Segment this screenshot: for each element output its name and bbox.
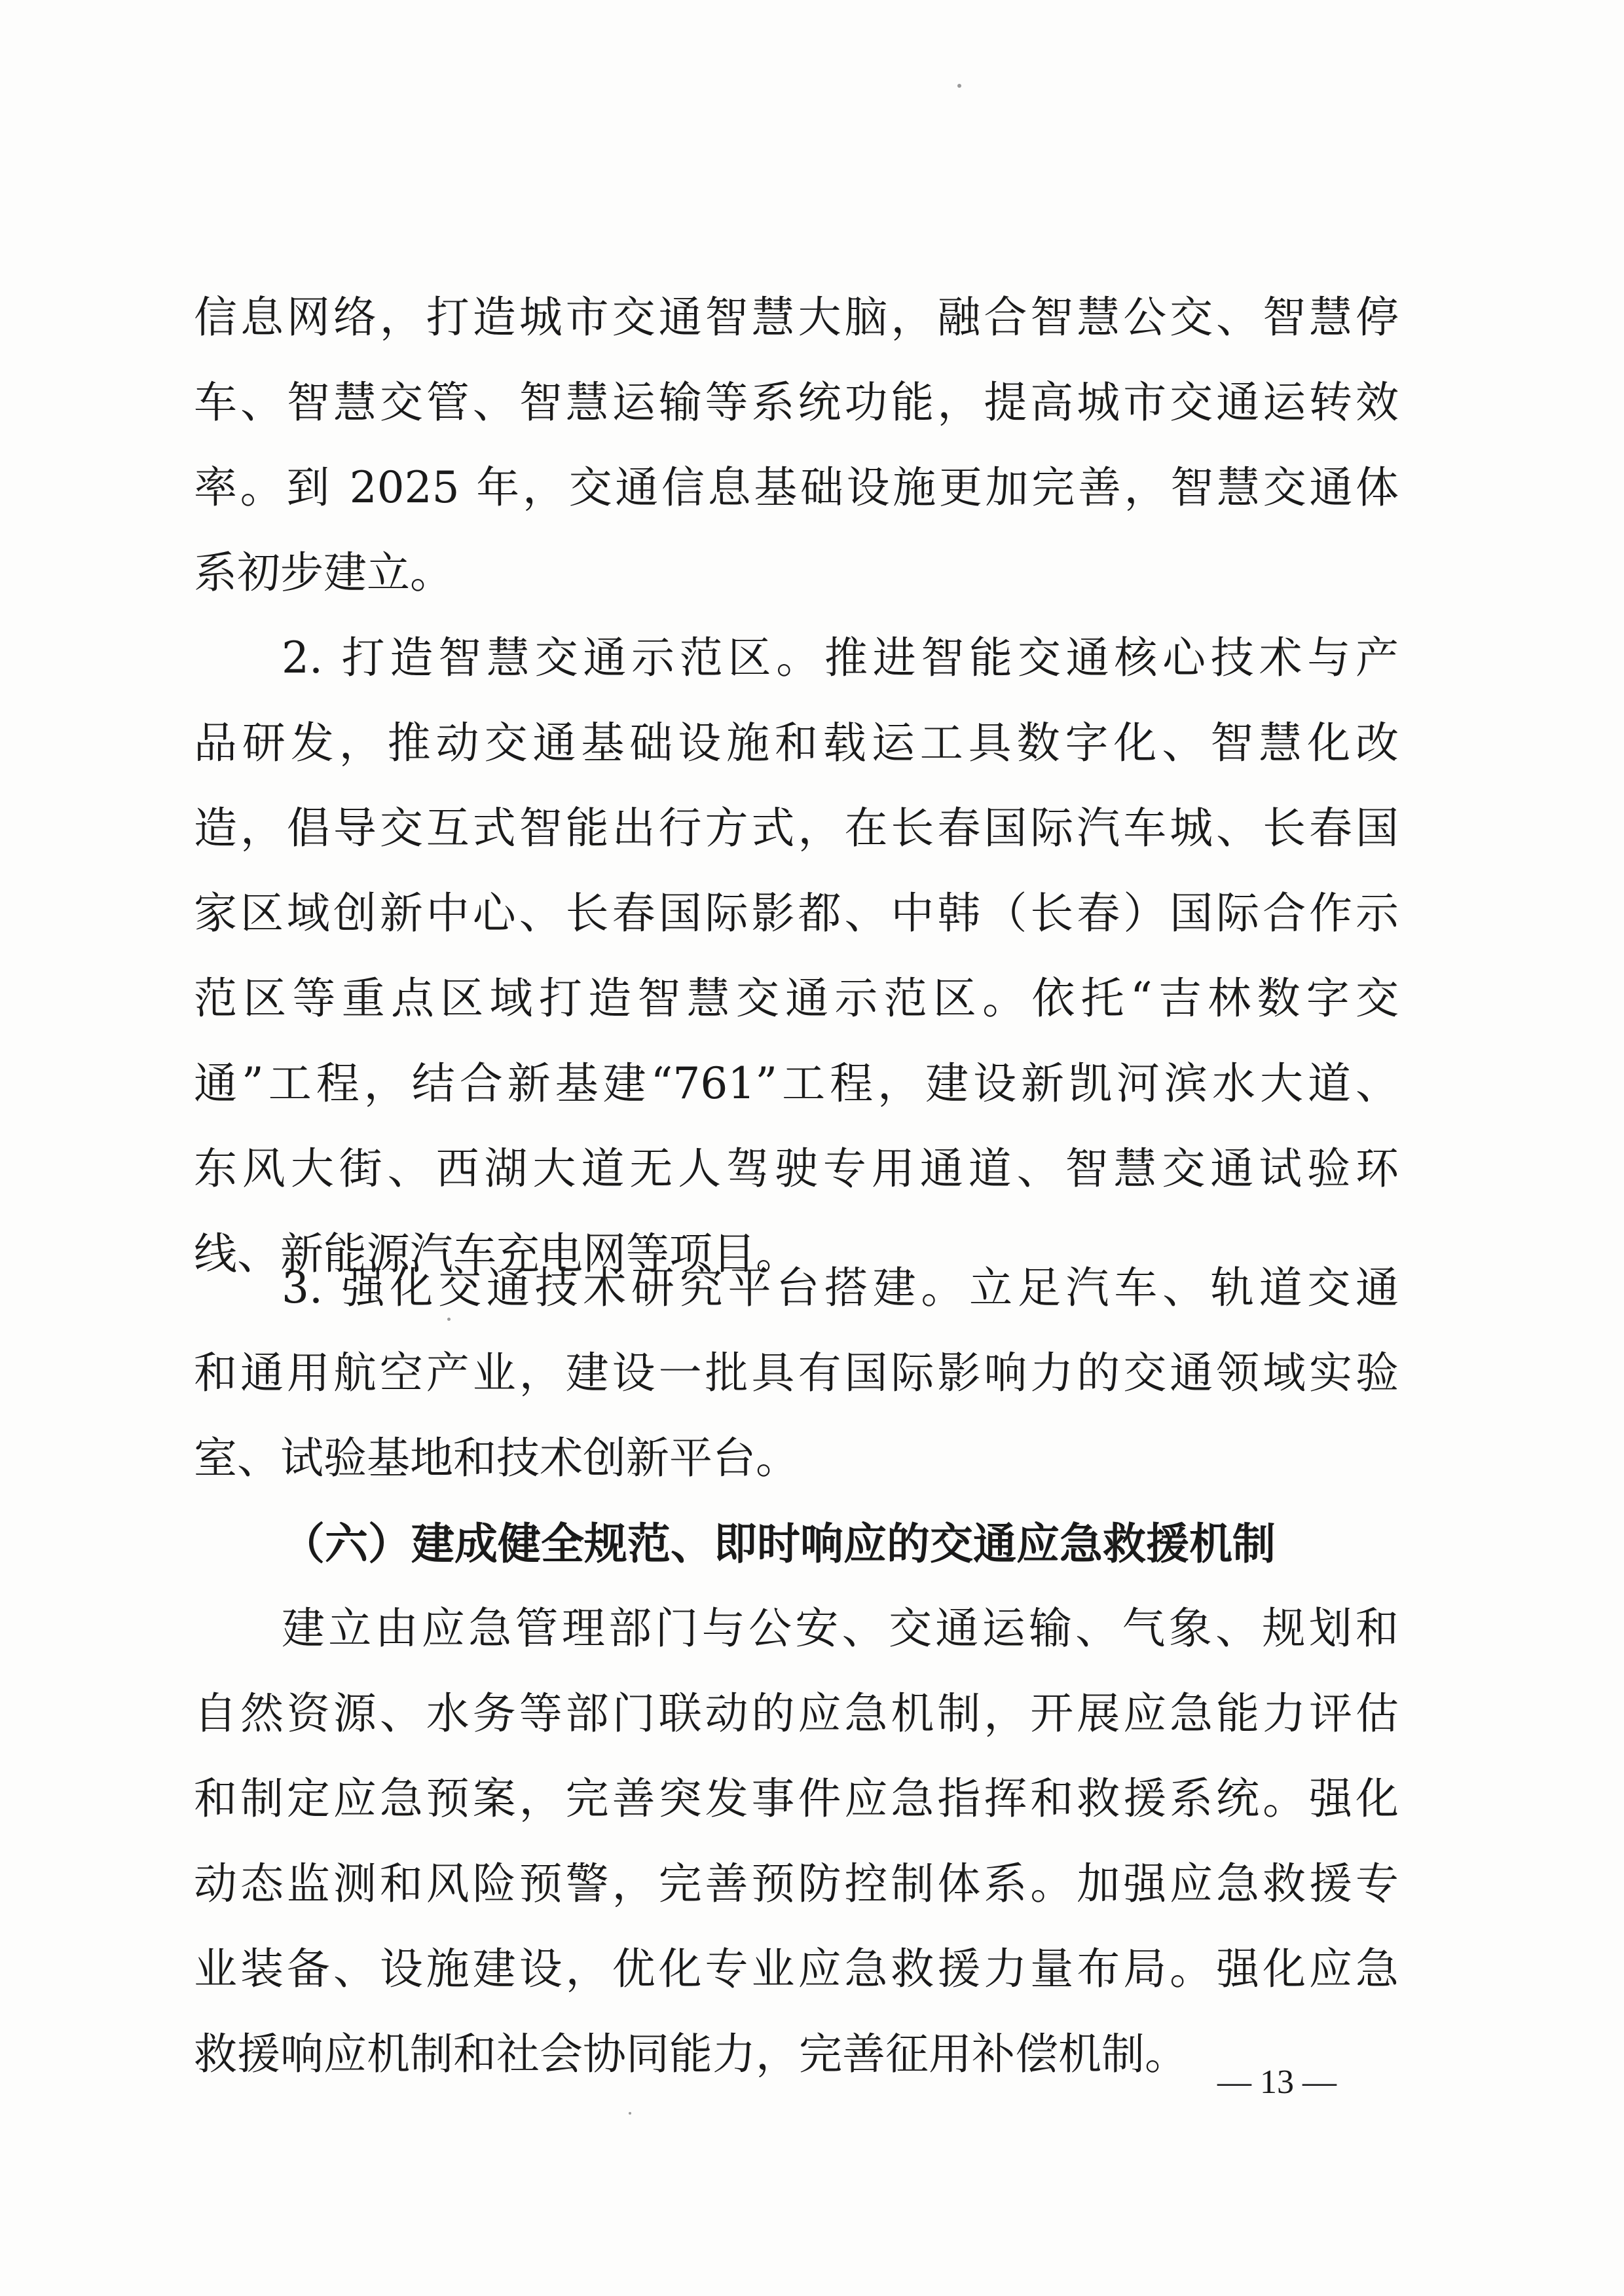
section-paragraph-line-2: 自然资源、水务等部门联动的应急机制，开展应急能力评估 [194, 1688, 1399, 1739]
paragraph-1-line-2: 车、智慧交管、智慧运输等系统功能，提高城市交通运转效 [194, 377, 1399, 428]
section-paragraph-line-5: 业装备、设施建设，优化专业应急救援力量布局。强化应急 [194, 1944, 1399, 1994]
section-paragraph-line-3: 和制定应急预案，完善突发事件应急指挥和救援系统。强化 [194, 1773, 1399, 1824]
paragraph-2-line-7: 东风大街、西湖大道无人驾驶专用通道、智慧交通试验环 [194, 1143, 1399, 1194]
paragraph-2-line-1: 2. 打造智慧交通示范区。推进智能交通核心技术与产 [282, 633, 1399, 683]
section-paragraph-line-4: 动态监测和风险预警，完善预防控制体系。加强应急救援专 [194, 1859, 1399, 1909]
scan-speck [629, 2112, 631, 2115]
section-paragraph-line-1: 建立由应急管理部门与公安、交通运输、气象、规划和 [282, 1603, 1399, 1654]
paragraph-2-line-5: 范区等重点区域打造智慧交通示范区。依托“吉林数字交 [194, 973, 1399, 1024]
paragraph-1-line-3: 率。到 2025 年，交通信息基础设施更加完善，智慧交通体 [194, 462, 1399, 513]
paragraph-1-line-4: 系初步建立。 [194, 547, 453, 598]
paragraph-3-line-1: 3. 强化交通技术研究平台搭建。立足汽车、轨道交通 [282, 1263, 1399, 1313]
paragraph-2-line-3: 造，倡导交互式智能出行方式，在长春国际汽车城、长春国 [194, 803, 1399, 853]
scan-speck [957, 84, 961, 88]
scan-speck [447, 1318, 451, 1321]
paragraph-1-line-1: 信息网络，打造城市交通智慧大脑，融合智慧公交、智慧停 [194, 292, 1399, 343]
paragraph-2-line-6: 通”工程，结合新基建“761”工程，建设新凯河滨水大道、 [194, 1058, 1399, 1109]
section-heading: （六）建成健全规范、即时响应的交通应急救援机制 [282, 1518, 1276, 1569]
paragraph-3-line-2: 和通用航空产业，建设一批具有国际影响力的交通领域实验 [194, 1348, 1399, 1398]
paragraph-2-line-4: 家区域创新中心、长春国际影都、中韩（长春）国际合作示 [194, 888, 1399, 938]
section-paragraph-line-6: 救援响应机制和社会协同能力，完善征用补偿机制。 [194, 2029, 1188, 2079]
page-number: — 13 — [1217, 2064, 1337, 2101]
paragraph-2-line-2: 品研发，推动交通基础设施和载运工具数字化、智慧化改 [194, 718, 1399, 768]
paragraph-2-line-8: 线、新能源汽车充电网等项目。 [194, 1229, 799, 1279]
paragraph-3-line-3: 室、试验基地和技术创新平台。 [194, 1433, 799, 1483]
